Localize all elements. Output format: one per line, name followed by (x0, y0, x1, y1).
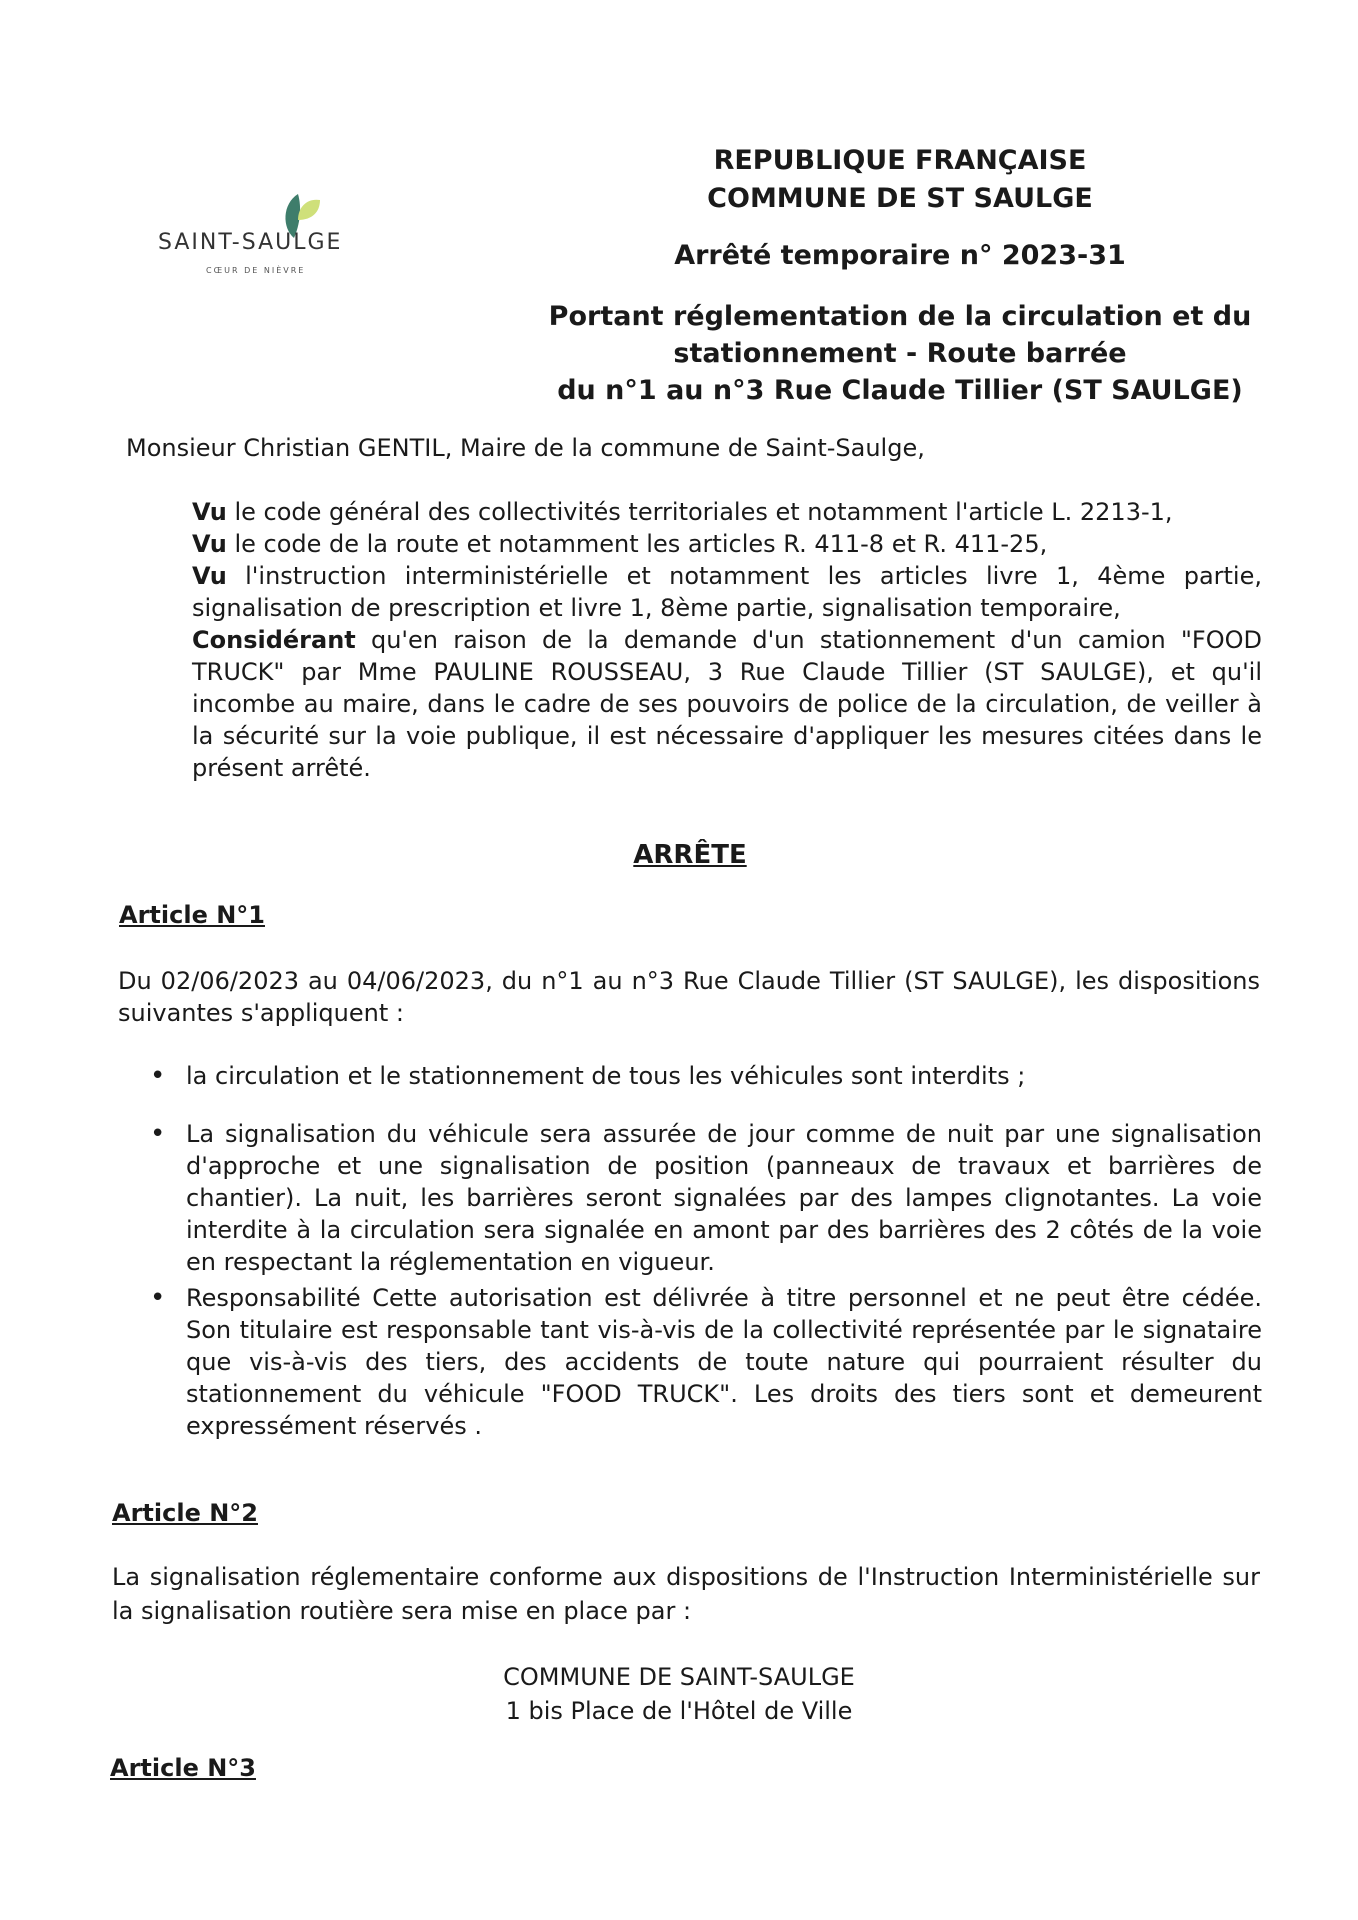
visa-item (192, 624, 1262, 784)
list-item: • la circulation et le stationnement de tous les véhicules sont interdits ; (150, 1060, 1262, 1092)
visa-keyword: Considérant (192, 626, 356, 654)
subject-line: stationnement - Route barrée (673, 338, 1127, 369)
arrete-number: Arrêté temporaire n° 2023-31 (674, 240, 1126, 271)
visa-text: le code de la route et notamment les articles R. 411-8 et R. 411-25, (226, 530, 1048, 558)
article-1-heading: Article N°1 (119, 901, 265, 929)
document-header (620, 142, 1180, 218)
article-2-text: La signalisation réglementaire conforme aux dispositions de l'Instruction Interministérielle sur la signalisation routière sera mise en place par : (112, 1563, 1260, 1625)
commune-logo (158, 190, 368, 290)
article-1-text: Du 02/06/2023 au 04/06/2023, du n°1 au n°3 Rue Claude Tillier (ST SAULGE), les dispositions suivantes s'appliquent : (118, 967, 1260, 1027)
visa-item (192, 528, 1262, 560)
address-line: 1 bis Place de l'Hôtel de Ville (505, 1697, 853, 1725)
visas-block (192, 496, 1262, 784)
address-line: COMMUNE DE SAINT-SAULGE (503, 1663, 855, 1691)
arrete-title: ARRÊTE (633, 840, 747, 870)
list-item: • La signalisation du véhicule sera assurée de jour comme de nuit par une signalisation d'approche et une signalisation de position (panneaux de travaux et barrières de chantier). La nuit, les barrières seront signalées par des lampes clignotantes. La voie interdite à la circulation sera signalée en amont par des barrières des 2 côtés de la voie en respectant la réglementation en vigueur. (150, 1118, 1262, 1278)
visa-keyword: Vu (192, 498, 227, 526)
subject-line: du n°1 au n°3 Rue Claude Tillier (ST SAULGE) (557, 375, 1243, 406)
list-item: • Responsabilité Cette autorisation est délivrée à titre personnel et ne peut être cédée. Son titulaire est responsable tant vis-à-vis de la collectivité représentée par le signataire que vis-à-vis des tiers, des accidents de toute nature qui pourraient résulter du stationnement du véhicule "FOOD TRUCK". Les droits des tiers sont et demeurent expressément réservés . (150, 1282, 1262, 1442)
header-republic: REPUBLIQUE FRANÇAISE (713, 145, 1087, 176)
visa-keyword: Vu (192, 562, 227, 590)
article-3-heading: Article N°3 (110, 1754, 256, 1782)
logo-name: SAINT-SAULGE (158, 230, 343, 255)
logo-tagline: CŒUR DE NIÈVRE (206, 266, 306, 275)
commune-address (0, 1660, 1358, 1728)
visa-item (192, 560, 1262, 624)
article-2-heading: Article N°2 (112, 1499, 258, 1527)
visa-text: qu'en raison de la demande d'un stationnement d'un camion "FOOD TRUCK" par Mme PAULINE ROUSSEAU, 3 Rue Claude Tillier (ST SAULGE), et qu'il incombe au maire, dans le cadre de ses pouvoirs de police de la circulation, de veiller à la sécurité sur la voie publique, il est nécessaire d'appliquer les mesures citées dans le présent arrêté. (192, 626, 1262, 782)
article-2-body (112, 1560, 1260, 1628)
visa-keyword: Vu (192, 530, 227, 558)
header-commune: COMMUNE DE ST SAULGE (707, 183, 1093, 214)
subject-line: Portant réglementation de la circulation et du (548, 301, 1252, 332)
arrete-subject (520, 298, 1280, 409)
visa-text: l'instruction interministérielle et notamment les articles livre 1, 4ème partie, signalisation de prescription et livre 1, 8ème partie, signalisation temporaire, (192, 562, 1262, 622)
article-1-intro (118, 965, 1260, 1029)
article-1-bullets (150, 1060, 1262, 1442)
visa-item (192, 496, 1262, 528)
mayor-statement: Monsieur Christian GENTIL, Maire de la commune de Saint-Saulge, (126, 434, 925, 462)
visa-text: le code général des collectivités territoriales et notamment l'article L. 2213-1, (226, 498, 1173, 526)
